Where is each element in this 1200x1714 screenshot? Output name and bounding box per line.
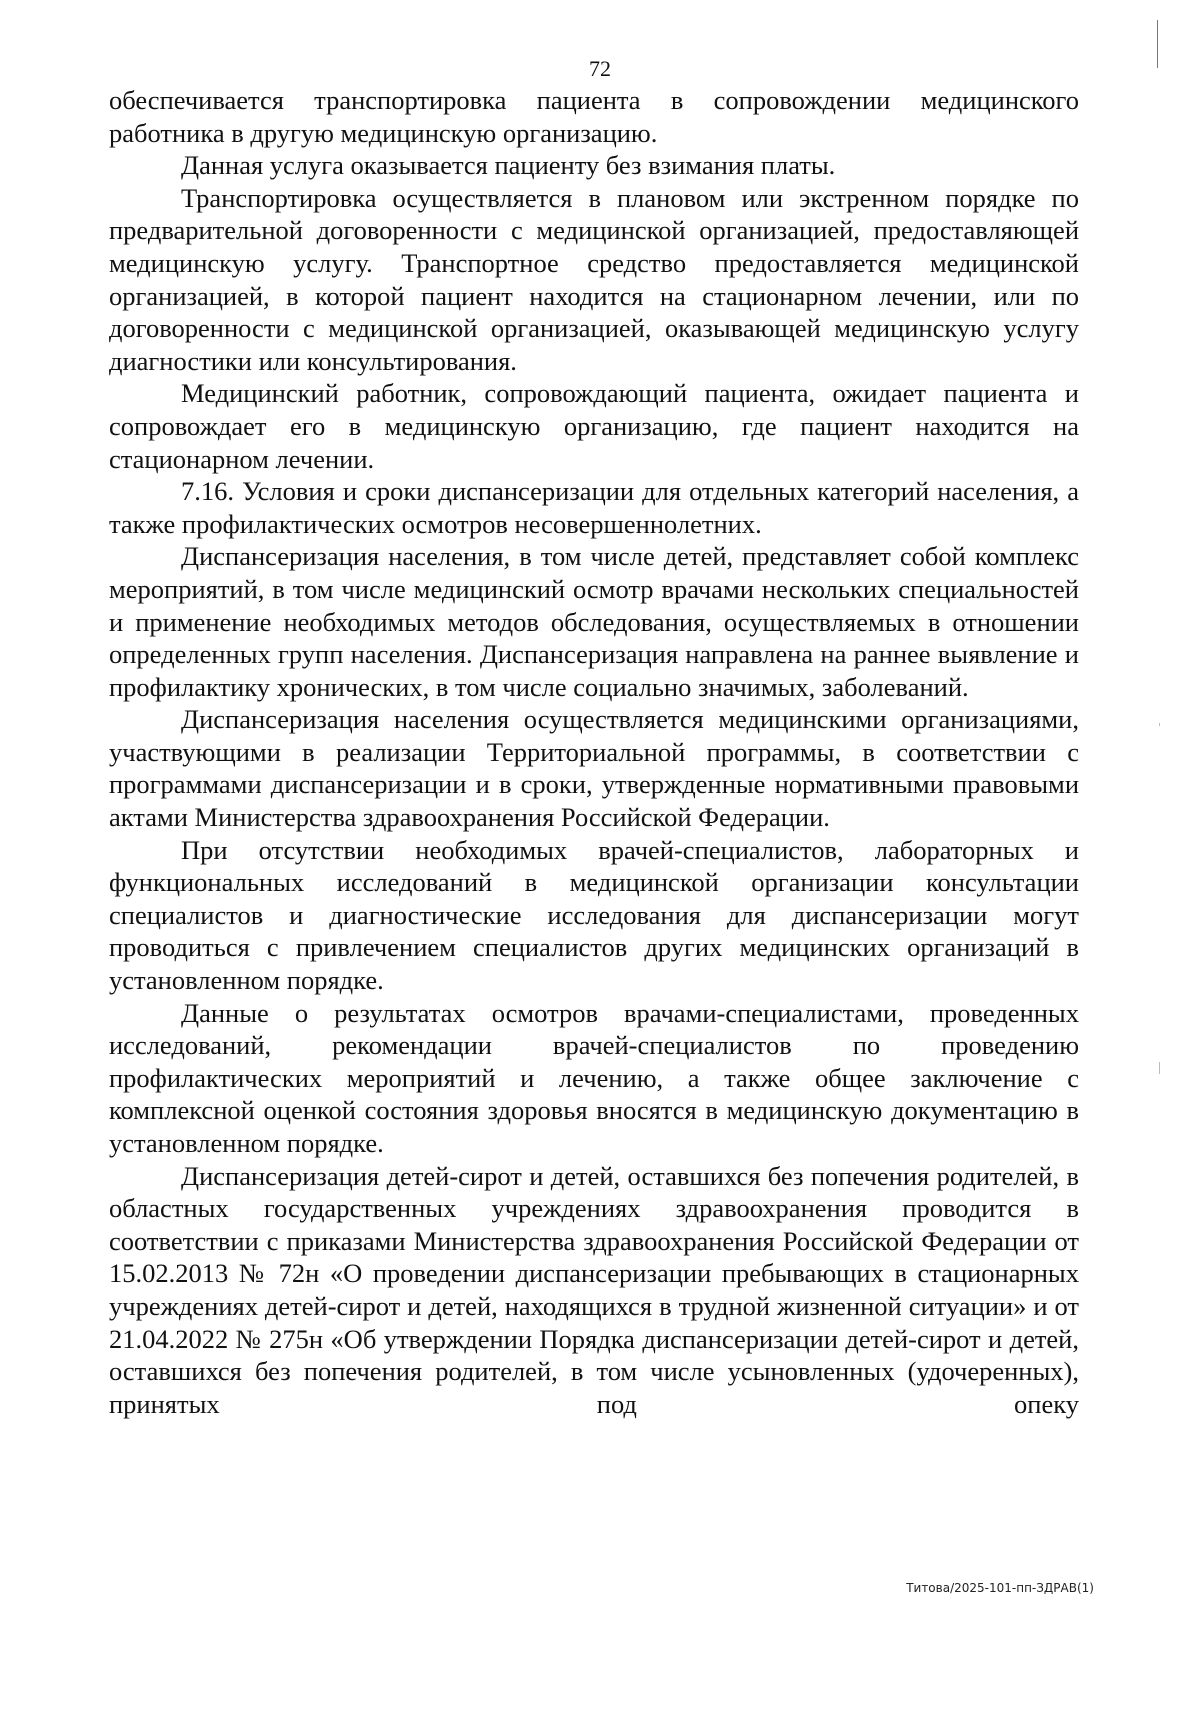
paragraph-transportation: Транспортировка осуществляется в плановом или экстренном порядке по предварительной договоренности с медицинской организацией, предоставляющей медицинскую услугу. Транспортное средство предоставляется медицинской организацией, в которой пациент находится на стационарном лечении, или по договоренности с медицинской организацией, оказывающей медицинскую услугу диагностики или консультирования.: [109, 182, 1079, 376]
document-body: [109, 84, 1079, 1420]
paragraph-free-service: Данная услуга оказывается пациенту без взимания платы.: [181, 150, 836, 181]
paragraph-dispensary-organizations: Диспансеризация населения осуществляется медицинскими организациями, участвующими в реализации Территориальной программы, в соответствии с программами диспансеризации и в сроки, утвержденные нормативными правовыми актами Министерства здравоохранения Российской Федерации.: [109, 704, 1079, 833]
paragraph-missing-specialists: При отсутствии необходимых врачей-специалистов, лабораторных и функциональных исследований в медицинской организации консультации специалистов и диагностические исследования для диспансеризации могут проводиться с привлечением специалистов других медицинских организаций в установленном порядке.: [109, 834, 1079, 996]
paragraph-orphans-dispensary: Диспансеризация детей-сирот и детей, оставшихся без попечения родителей, в областных государственных учреждениях здравоохранения проводится в соответствии с приказами Министерства здравоохранения Российской Федерации от 15.02.2013 № 72н «О проведении диспансеризации пребывающих в стационарных учреждениях детей-сирот и детей, находящихся в трудной жизненной ситуации» и от 21.04.2022 № 275н «Об утверждении Порядка диспансеризации детей-сирот и детей, оставшихся без попечения родителей, в том числе усыновленных (удочеренных), принятых под опеку: [109, 1160, 1079, 1419]
scan-edge-mark: [1159, 723, 1160, 726]
paragraph-medical-worker: Медицинский работник, сопровождающий пациента, ожидает пациента и сопровождает его в медицинскую организацию, где пациент находится на стационарном лечении.: [109, 378, 1079, 474]
paragraph-dispensary-definition: Диспансеризация населения, в том числе детей, представляет собой комплекс мероприятий, в том числе медицинский осмотр врачами нескольких специальностей и применение необходимых методов обследования, осуществляемых в отношении определенных групп населения. Диспансеризация направлена на раннее выявление и профилактику хронических, в том числе социально значимых, заболеваний.: [109, 541, 1079, 702]
document-code: Титова/2025-101-пп-ЗДРАВ(1): [906, 1581, 1094, 1595]
section-heading-7-16: 7.16. Условия и сроки диспансеризации для отдельных категорий населения, а также профилактических осмотров несовершеннолетних.: [109, 476, 1079, 539]
scan-edge-mark: [1159, 1062, 1160, 1074]
page-number: 72: [589, 56, 611, 81]
paragraph-examination-results: Данные о результатах осмотров врачами-специалистами, проведенных исследований, рекомендации врачей-специалистов по проведению профилактических мероприятий и лечению, а также общее заключение с комплексной оценкой состояния здоровья вносятся в медицинскую документацию в установленном порядке.: [109, 997, 1079, 1158]
paragraph-continuation: обеспечивается транспортировка пациента в сопровождении медицинского работника в другую медицинскую организацию.: [109, 85, 1079, 148]
